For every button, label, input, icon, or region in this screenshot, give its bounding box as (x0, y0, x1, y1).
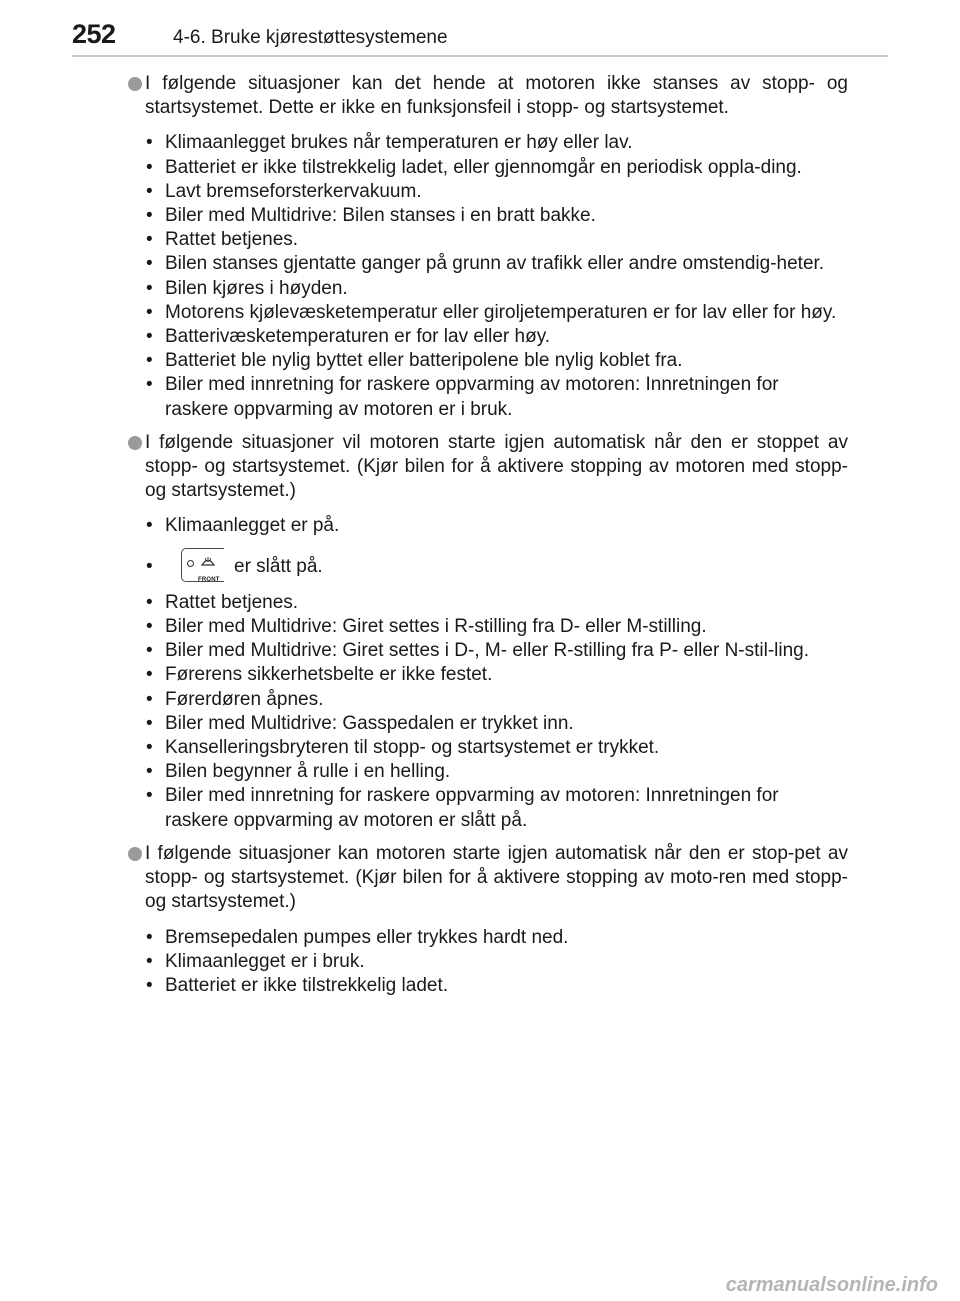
bullet-dot-icon: • (146, 326, 153, 348)
list-item: • Bilen stanses gjentatte ganger på grunn av trafikk eller andre omstendig-heter. (145, 252, 848, 276)
list-item: • Batteriet er ikke tilstrekkelig ladet, eller gjennomgår en periodisk oppla-ding. (145, 156, 848, 180)
paragraph-text: I følgende situasjoner kan det hende at motoren ikke stanses av stopp- og startsystemet. Dette er ikke en funksjonsfeil i stopp- og startsystemet. (145, 73, 848, 119)
main-content (128, 72, 848, 1007)
bullet-list (128, 514, 848, 832)
bullet-dot-icon: • (146, 229, 153, 251)
list-item: • Biler med Multidrive: Giret settes i R-stilling fra D- eller M-stilling. (145, 615, 848, 639)
bullet-dot-icon: • (146, 688, 153, 710)
bullet-dot-icon: • (146, 640, 153, 662)
list-item: • Biler med Multidrive: Bilen stanses i en bratt bakke. (145, 204, 848, 228)
circle-bullet-icon (128, 77, 142, 91)
front-defroster-button-icon (181, 548, 224, 582)
bullet-dot-icon: • (146, 555, 153, 577)
bullet-dot-icon: • (146, 591, 153, 613)
bullet-list (128, 926, 848, 999)
section-paragraph (128, 842, 848, 915)
list-item: • Biler med innretning for raskere oppvarming av motoren: Innretningen for raskere oppvarming av motoren er i bruk. (146, 374, 779, 420)
list-item: • Batteriet er ikke tilstrekkelig ladet. (145, 974, 848, 998)
bullet-dot-icon: • (146, 515, 153, 537)
page-number: 252 (72, 19, 116, 49)
bullet-dot-icon: • (146, 950, 153, 972)
list-item: • Biler med innretning for raskere oppvarming av motoren: Innretningen for raskere oppvarming av motoren er slått på. (146, 785, 779, 831)
bullet-dot-icon: • (146, 156, 153, 178)
list-item: • Rattet betjenes. (145, 228, 848, 252)
section-title: 4-6. Bruke kjørestøttesystemene (173, 27, 448, 48)
bullet-dot-icon: • (146, 301, 153, 323)
icon-label: FRONT (198, 576, 220, 583)
bullet-dot-icon: • (146, 350, 153, 372)
header-divider (72, 55, 888, 57)
bullet-dot-icon: • (146, 974, 153, 996)
page-header (72, 18, 888, 58)
bullet-dot-icon: • (146, 132, 153, 154)
list-item: • Batterivæsketemperaturen er for lav eller høy. (145, 325, 848, 349)
list-item: • Biler med Multidrive: Giret settes i D-, M- eller R-stilling fra P- eller N-stil-ling. (145, 639, 848, 663)
list-item: • Rattet betjenes. (145, 591, 848, 615)
list-item: • Bilen begynner å rulle i en helling. (145, 760, 848, 784)
bullet-dot-icon: • (146, 761, 153, 783)
circle-bullet-icon (128, 847, 142, 861)
list-item: • Batteriet ble nylig byttet eller batteripolene ble nylig koblet fra. (145, 349, 848, 373)
list-item: • Bremsepedalen pumpes eller trykkes hardt ned. (145, 926, 848, 950)
paragraph-text: I følgende situasjoner vil motoren starte igjen automatisk når den er stoppet av stopp- og startsystemet. (Kjør bilen for å aktivere stopping av motoren med stopp- og startsystemet.) (145, 431, 848, 502)
list-item: • Lavt bremseforsterkervakuum. (145, 180, 848, 204)
paragraph-text: I følgende situasjoner kan motoren starte igjen automatisk når den er stop-pet av stopp- og startsystemet. (Kjør bilen for å aktivere stopping av moto-ren med stopp- og startsystemet.) (145, 842, 848, 913)
bullet-dot-icon: • (146, 180, 153, 202)
list-item: • Klimaanlegget brukes når temperaturen er høy eller lav. (145, 131, 848, 155)
bullet-dot-icon: • (146, 785, 153, 807)
list-item: • Førerens sikkerhetsbelte er ikke festet. (145, 663, 848, 687)
list-item: • Bilen kjøres i høyden. (145, 277, 848, 301)
bullet-dot-icon: • (146, 253, 153, 275)
bullet-dot-icon: • (146, 737, 153, 759)
list-item: • Klimaanlegget er på. (145, 514, 848, 538)
bullet-dot-icon: • (146, 664, 153, 686)
watermark-text: carmanualsonline.info (725, 1274, 938, 1296)
bullet-dot-icon: • (146, 277, 153, 299)
defroster-symbol-icon (201, 555, 215, 567)
bullet-dot-icon: • (146, 926, 153, 948)
bullet-dot-icon: • (146, 205, 153, 227)
list-item-with-icon: • FRONT er slått på. (145, 555, 848, 579)
list-item: • Motorens kjølevæsketemperatur eller giroljetemperaturen er for lav eller for høy. (145, 301, 848, 325)
list-item: • Førerdøren åpnes. (145, 688, 848, 712)
bullet-dot-icon: • (146, 374, 153, 396)
list-item: • Biler med Multidrive: Gasspedalen er trykket inn. (145, 712, 848, 736)
bullet-dot-icon: • (146, 616, 153, 638)
list-item: • Kanselleringsbryteren til stopp- og startsystemet er trykket. (145, 736, 848, 760)
list-item: • Klimaanlegget er i bruk. (145, 950, 848, 974)
bullet-list (128, 131, 848, 421)
section-paragraph (128, 72, 848, 120)
section-paragraph (128, 431, 848, 504)
bullet-dot-icon: • (146, 712, 153, 734)
indicator-light-icon (187, 560, 194, 567)
circle-bullet-icon (128, 436, 142, 450)
